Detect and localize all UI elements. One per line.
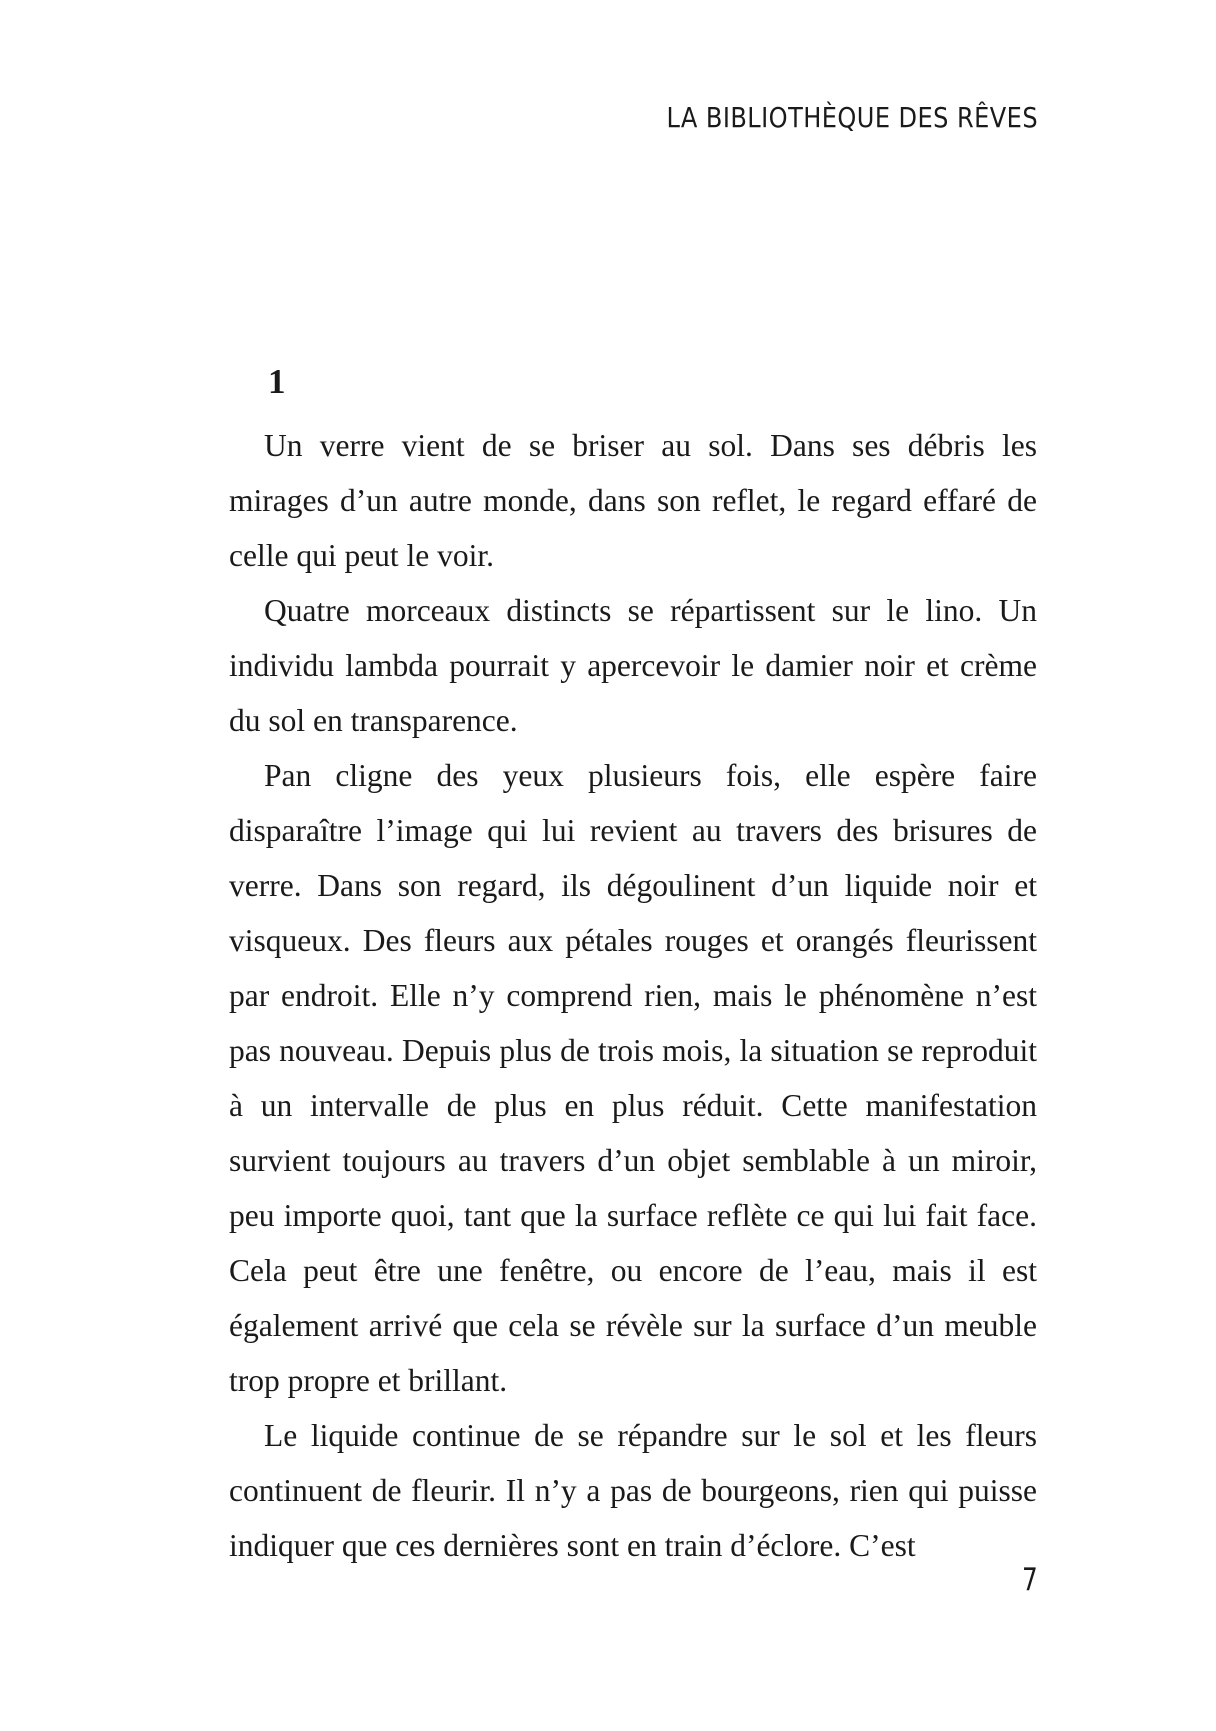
paragraph-4: Le liquide continue de se répandre sur le sol et les fleurs continuent de fleurir. Il n’y a pas de bourgeons, rien qui puisse indiquer que ces dernières sont en train d’éclore. C’est xyxy=(229,1418,1037,1563)
paragraph-1: Un verre vient de se briser au sol. Dans ses débris les mirages d’un autre monde, dans son reflet, le regard effaré de celle qui peut le voir. xyxy=(229,428,1037,573)
text-body xyxy=(229,418,1037,1573)
page-number: 7 xyxy=(1022,1562,1038,1598)
running-header: LA BIBLIOTHÈQUE DES RÊVES xyxy=(666,101,1038,134)
chapter-number: 1 xyxy=(268,362,286,401)
paragraph-3: Pan cligne des yeux plusieurs fois, elle espère faire disparaître l’image qui lui revient au travers des brisures de verre. Dans son regard, ils dégoulinent d’un liquide noir et visqueux. Des fleurs aux pétales rouges et orangés fleurissent par endroit. Elle n’y comprend rien, mais le phénomène n’est pas nouveau. Depuis plus de trois mois, la situation se reproduit à un intervalle de plus en plus réduit. Cette manifestation survient toujours au travers d’un objet semblable à un miroir, peu importe quoi, tant que la surface reflète ce qui lui fait face. Cela peut être une fenêtre, ou encore de l’eau, mais il est également arrivé que cela se révèle sur la surface d’un meuble trop propre et brillant. xyxy=(229,758,1037,1398)
paragraph-2: Quatre morceaux distincts se répartissent sur le lino. Un individu lambda pourrait y apercevoir le damier noir et crème du sol en transparence. xyxy=(229,593,1037,738)
